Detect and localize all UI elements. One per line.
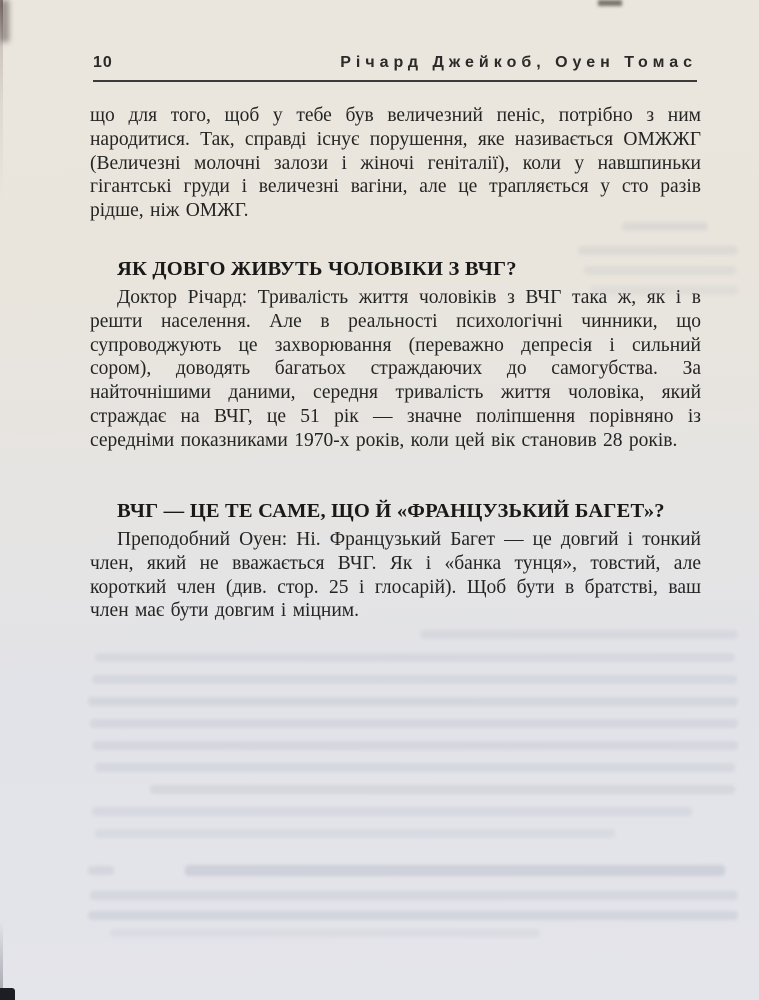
bleed-through-line (95, 829, 615, 838)
running-header (93, 54, 697, 72)
bleed-through-line (95, 763, 735, 772)
bleed-through-line (88, 911, 738, 920)
bleed-through-line (420, 630, 738, 639)
bleed-through-line (92, 807, 692, 816)
bleed-through-line (95, 653, 735, 662)
bleed-through-line (622, 222, 708, 231)
paragraph-lifespan: Доктор Річард: Тривалість життя чоловіків з ВЧГ така ж, як і в решти населення. Але в реальності психологічні чинники, що супроводжують це захворювання (переважно депресія і сильний сором), доводять багатьох страждаючих до самогубства. За найточнішими даними, середня тривалість життя чоловіка, який страждає на ВЧГ, це 51 рік — значне поліпшення порівняно із середніми показниками 1970-х років, коли цей вік становив 28 років. (90, 287, 701, 451)
paragraph-baguette: Преподобний Оуен: Ні. Французький Багет — це довгий і тонкий член, який не вважається ВЧГ. Як і «банка тунця», товстий, але короткий член (див. стор. 25 і глосарій). Щоб бути в братстві, ваш член має бути довгим і міцним. (90, 529, 701, 622)
page-number: 10 (93, 54, 113, 71)
paragraph-continuation: що для того, щоб у тебе був величезний пеніс, потрібно з ним народитися. Так, справді існує порушення, яке називається ОМЖЖГ (Величезні молочні залози і жіночі геніталії), коли у навшпиньки гігантські груди і величезні вагіни, але це трапляється у сто разів рідше, ніж ОМЖГ. (90, 105, 701, 222)
bleed-through-line (90, 891, 738, 900)
top-left-scan-smudge (0, 0, 9, 42)
bleed-through-line (90, 719, 738, 728)
bleed-through-line (88, 866, 114, 875)
running-header-authors: Річард Джейкоб, Оуен Томас (340, 54, 697, 71)
header-rule (93, 80, 697, 82)
page-left-edge-shadow (0, 0, 3, 1000)
bleed-through-line (92, 741, 738, 750)
top-edge-scan-mark (598, 0, 622, 6)
bleed-through-line (110, 929, 540, 937)
bleed-through-line (584, 266, 736, 275)
bottom-left-scan-corner (0, 988, 15, 1000)
bleed-through-line (92, 675, 737, 684)
section-heading-lifespan: ЯК ДОВГО ЖИВУТЬ ЧОЛОВІКИ З ВЧГ? (117, 258, 517, 280)
bleed-through-line (578, 246, 738, 255)
bleed-through-line (88, 697, 738, 706)
section-heading-baguette: ВЧГ — ЦЕ ТЕ САМЕ, ЩО Й «ФРАНЦУЗЬКИЙ БАГЕТ»? (117, 500, 665, 522)
bleed-through-line (150, 785, 735, 794)
bleed-through-heading (185, 865, 725, 876)
